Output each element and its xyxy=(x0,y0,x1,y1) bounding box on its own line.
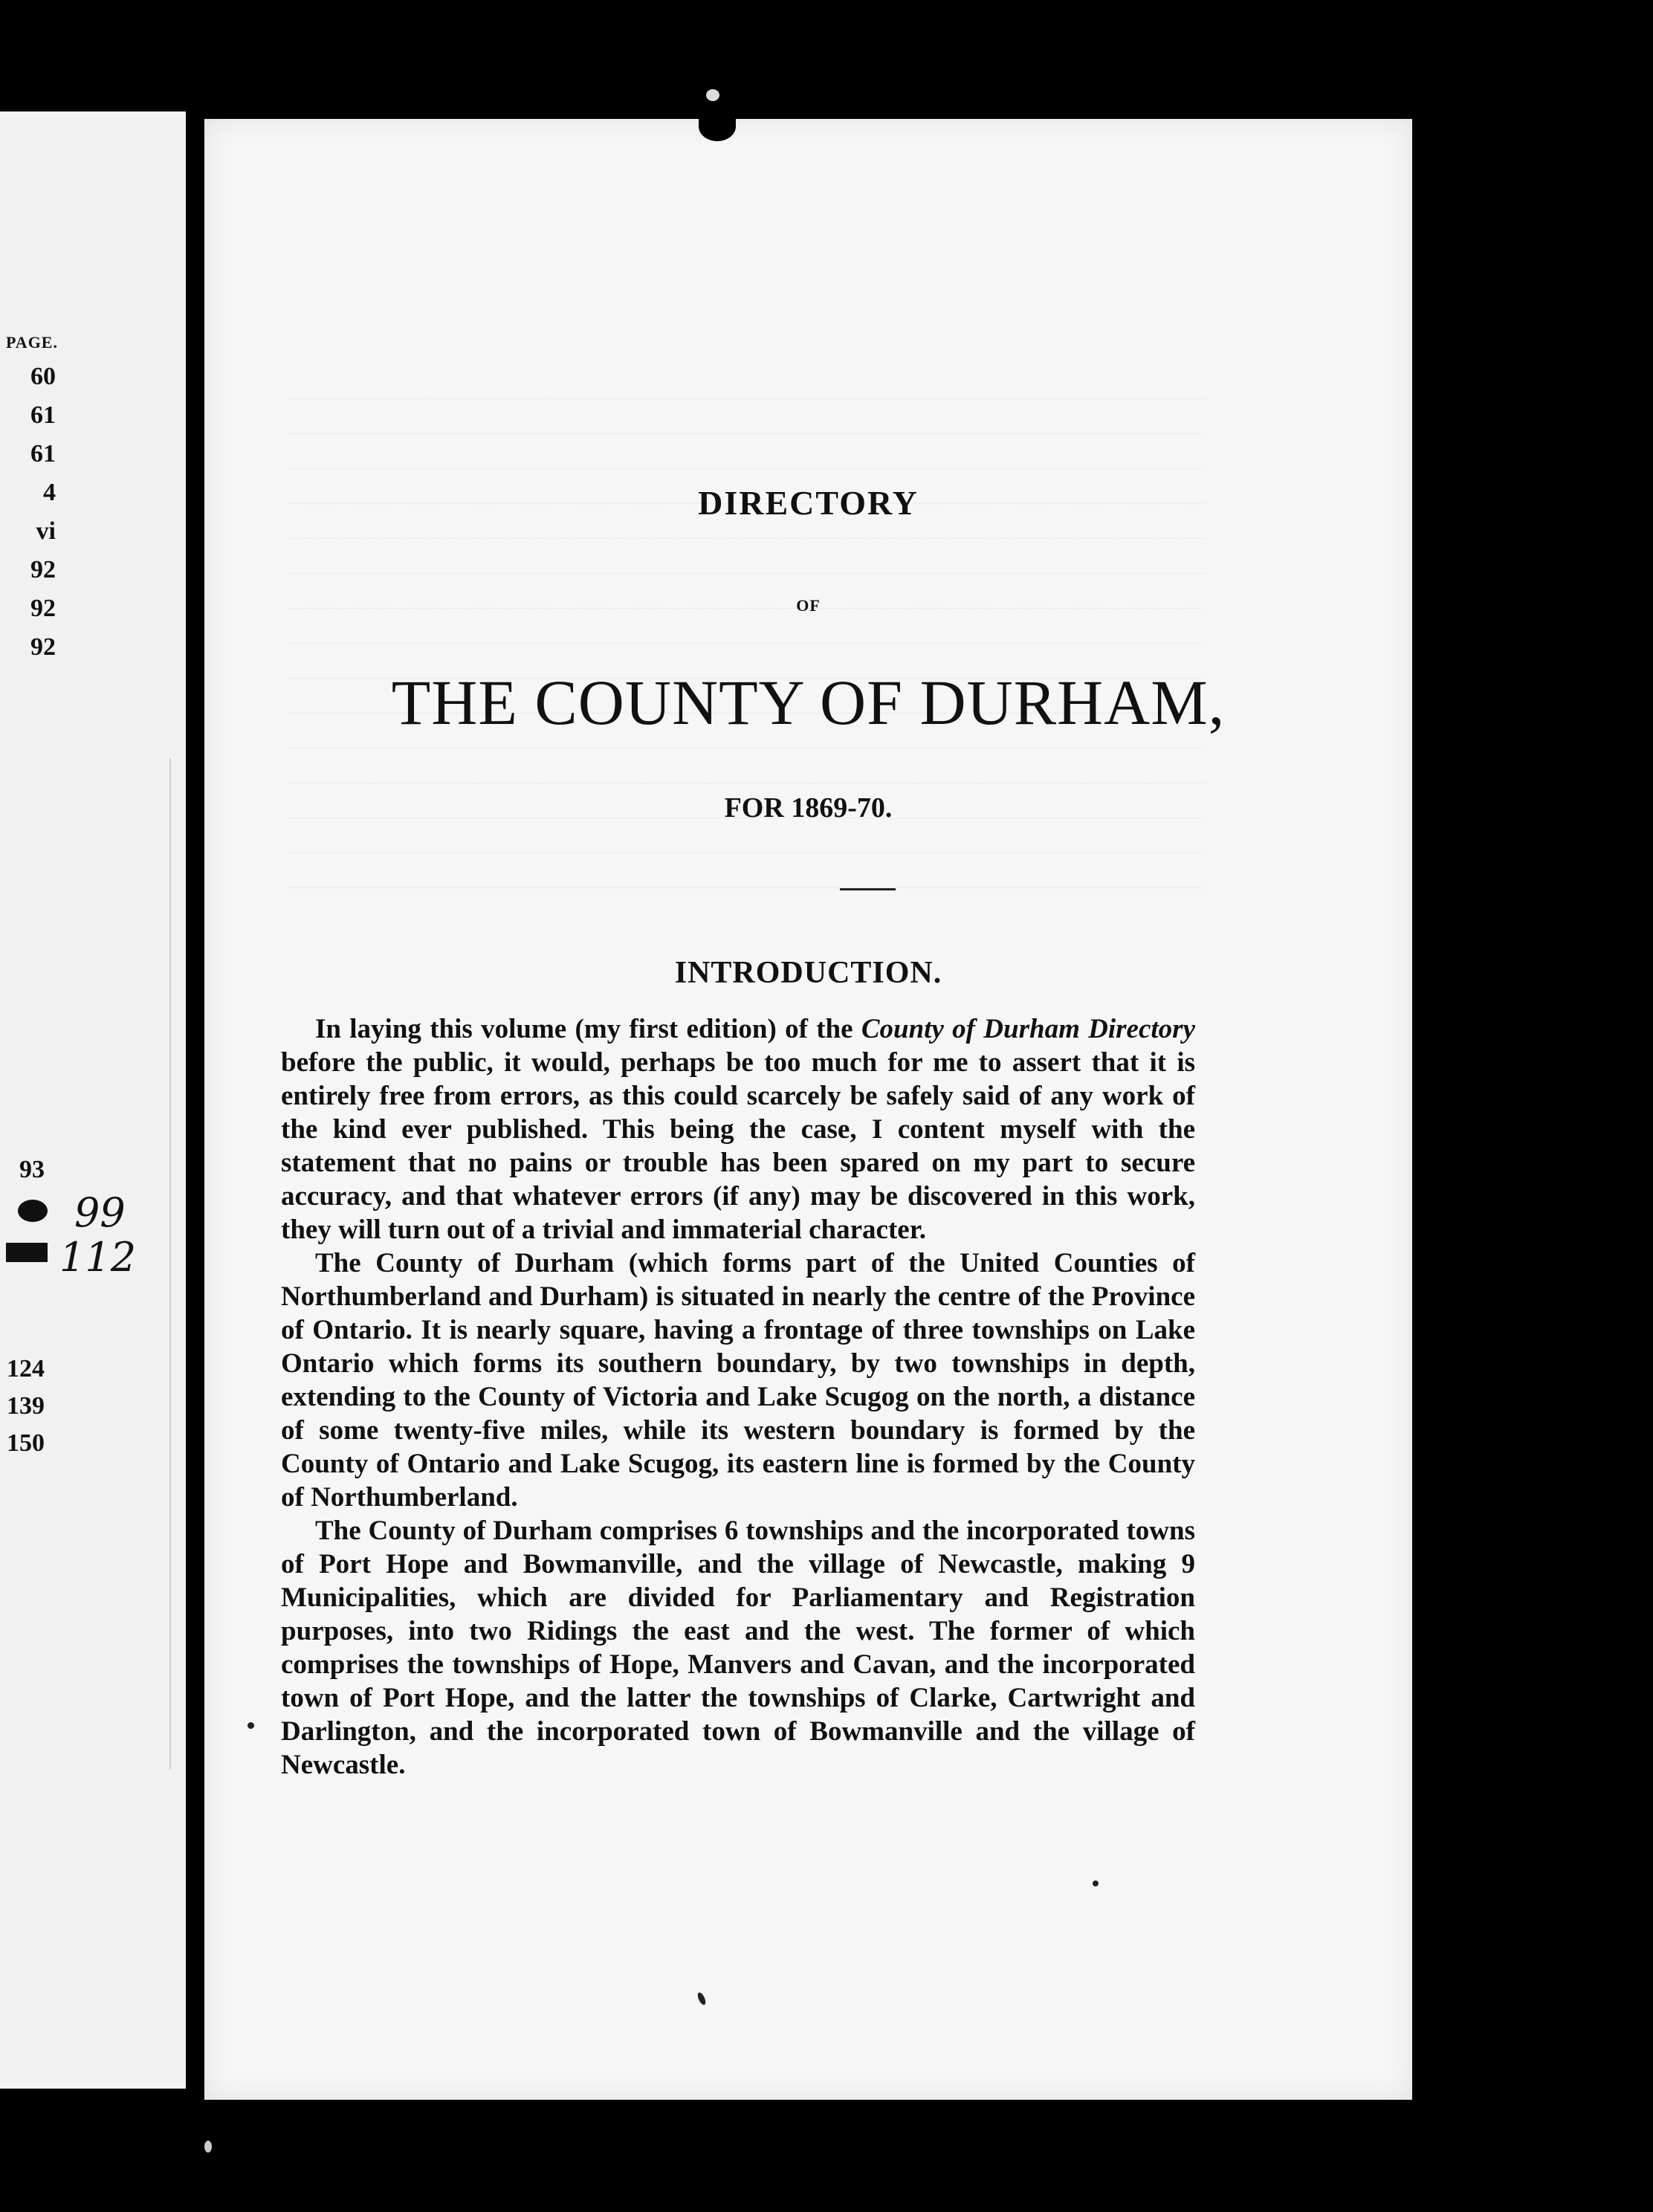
print-speck xyxy=(1093,1880,1099,1886)
title-year: FOR 1869-70. xyxy=(724,792,893,824)
page-number: vi xyxy=(36,517,56,545)
paragraph-3: The County of Durham comprises 6 townships and the incorporated towns of Port Hope and Bowmanville, and the village of Newcastle, making 9 Municipalities, which are divided for Parliamentary and Registration purposes, into two Ridings the east and the west. The former of which comprises the townships of Hope, Manvers and Cavan, and the incorporated town of Port Hope, and the latter the townships of Clarke, Cartwright and Darlington, and the incorporated town of Bowmanville and the village of Newcastle. xyxy=(281,1516,1195,1780)
ink-blot xyxy=(6,1243,48,1262)
print-speck xyxy=(204,2141,212,2153)
left-facing-page xyxy=(0,111,186,2089)
ink-blot xyxy=(18,1200,48,1222)
handwritten-number: 99 xyxy=(74,1189,126,1236)
paragraph-1: In laying this volume (my first edition) of the County of Durham Directory before the public, it would, perhaps be too much for me to assert that it is entirely free from errors, as this could scarcely be safely said of any work of the kind ever published. This being the case, I content myself with the statement that no pains or trouble has been spared on my part to secure accuracy, and that whatever errors (if any) may be discovered in this work, they will turn out of a trivial and immaterial character. xyxy=(281,1014,1195,1245)
page-number: 92 xyxy=(30,556,56,583)
paragraph-2: The County of Durham (which forms part of the United Counties of Northumberland and Durham) is situated in nearly the centre of the Province of Ontario. It is nearly square, having a frontage of three townships on Lake Ontario which forms its southern boundary, by two townships in depth, extending to the County of Victoria and Lake Scugog on the north, a distance of some twenty-five miles, while its western boundary is formed by the County of Ontario and Lake Scugog, its eastern line is formed by the County of Northumberland. xyxy=(281,1248,1195,1513)
introduction-body xyxy=(281,1012,1195,1782)
print-speck xyxy=(706,89,719,101)
title-county: THE COUNTY OF DURHAM, xyxy=(391,667,1226,738)
page-number: 93 xyxy=(19,1156,45,1183)
left-page-edge xyxy=(169,758,187,1769)
page-number: 60 xyxy=(30,363,56,390)
page-number: 61 xyxy=(30,440,56,468)
title-directory: DIRECTORY xyxy=(698,484,919,522)
page-number: 150 xyxy=(7,1429,45,1457)
divider-rule xyxy=(840,888,896,890)
page-number: 92 xyxy=(30,595,56,622)
title-of: OF xyxy=(796,596,821,615)
print-speck xyxy=(248,1722,254,1729)
page-tear xyxy=(699,111,736,141)
page-column-header: PAGE. xyxy=(6,333,58,352)
page-number: 61 xyxy=(30,401,56,429)
handwritten-number: 112 xyxy=(59,1234,137,1281)
page-number: 4 xyxy=(43,479,56,506)
page-number: 124 xyxy=(7,1355,45,1382)
page-number: 92 xyxy=(30,633,56,661)
section-heading: INTRODUCTION. xyxy=(674,956,942,990)
page-number: 139 xyxy=(7,1392,45,1420)
directory-title-italic: County of Durham Directory xyxy=(861,1014,1195,1044)
